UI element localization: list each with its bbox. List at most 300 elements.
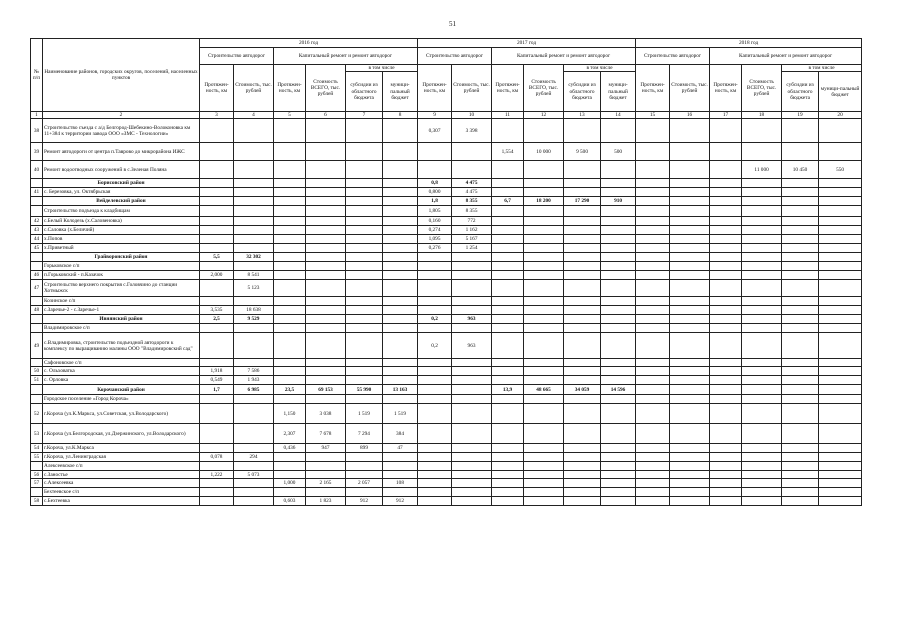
value-cell [782,471,819,479]
table-row [31,453,862,462]
column-number: 8 [383,112,418,119]
value-cell [274,462,306,471]
header-capital-repair: Капитальный ремонт и ремонт автодорог [492,48,636,65]
value-cell [742,376,782,385]
value-cell [274,143,306,161]
value-cell [601,367,636,376]
value-cell [234,324,274,333]
table-row [31,497,862,506]
value-cell [418,297,452,306]
value-cell [383,488,418,497]
value-cell [601,235,636,244]
value-cell [234,217,274,226]
value-cell [346,297,383,306]
value-cell [418,471,452,479]
value-cell: 3 398 [452,119,492,143]
value-cell [306,453,346,462]
row-name: п.Горьковский - п.Казачок [43,271,200,280]
value-cell [564,217,601,226]
table-row [31,143,862,161]
value-cell [524,479,564,488]
value-cell [636,324,670,333]
value-cell [524,488,564,497]
district-row [31,179,862,188]
value-cell [383,235,418,244]
value-cell [492,462,524,471]
value-cell [601,462,636,471]
value-cell [306,244,346,253]
value-cell [601,315,636,324]
row-name: х.Приветный [43,244,200,253]
value-cell [234,235,274,244]
value-cell [452,297,492,306]
row-name: Корочанский район [43,385,200,395]
value-cell: 1,918 [200,367,234,376]
value-cell [346,471,383,479]
value-cell [524,297,564,306]
value-cell [346,367,383,376]
value-cell [524,367,564,376]
value-cell [524,188,564,197]
value-cell [636,244,670,253]
value-cell [564,306,601,315]
column-number: 13 [564,112,601,119]
row-name: г.Короча (ул.К.Маркса, ул.Советская, ул.Володарского) [43,404,200,424]
value-cell: 17 290 [564,197,601,206]
value-cell [742,143,782,161]
row-number [31,253,43,262]
value-cell [601,226,636,235]
value-cell [636,235,670,244]
value-cell [492,280,524,297]
value-cell [819,395,862,404]
value-cell [782,376,819,385]
value-cell [742,367,782,376]
value-cell: 0,2 [418,315,452,324]
value-cell [524,444,564,453]
value-cell [524,226,564,235]
value-cell: 9 529 [234,315,274,324]
value-cell [383,333,418,359]
row-number: 43 [31,226,43,235]
value-cell: 1 519 [346,404,383,424]
value-cell [418,306,452,315]
value-cell [782,262,819,271]
value-cell [636,226,670,235]
column-number: 3 [200,112,234,119]
value-cell [742,315,782,324]
value-cell [742,462,782,471]
value-cell [670,333,710,359]
value-cell [306,271,346,280]
column-number: 15 [636,112,670,119]
value-cell [200,444,234,453]
value-cell [418,424,452,444]
value-cell [492,479,524,488]
value-cell [636,280,670,297]
value-cell [274,235,306,244]
value-cell [524,244,564,253]
value-cell [782,226,819,235]
value-cell [782,143,819,161]
value-cell [234,395,274,404]
value-cell [274,217,306,226]
value-cell [492,424,524,444]
header-construction: Строительство автодорог [636,48,710,65]
value-cell [306,488,346,497]
value-cell [200,395,234,404]
value-cell [306,197,346,206]
header-municipal: муници-пальный бюджет [601,72,636,112]
value-cell: 910 [601,197,636,206]
header-year-2017: 2017 год [418,39,636,48]
value-cell [601,333,636,359]
value-cell [306,179,346,188]
value-cell: 10 000 [524,143,564,161]
value-cell [742,324,782,333]
value-cell [524,280,564,297]
value-cell [636,367,670,376]
value-cell [492,271,524,280]
header-subsidy: субсидии из областного бюджета [782,72,819,112]
value-cell [636,404,670,424]
row-number: 41 [31,188,43,197]
value-cell [819,315,862,324]
row-number [31,462,43,471]
table-row [31,367,862,376]
value-cell [200,197,234,206]
value-cell [383,315,418,324]
row-number: 46 [31,271,43,280]
header-name: Наименование районов, городских округов, поселений, населенных пунктов [43,39,200,112]
value-cell [346,143,383,161]
value-cell [346,217,383,226]
value-cell [636,424,670,444]
value-cell [524,395,564,404]
value-cell: 8 355 [452,197,492,206]
value-cell [710,119,742,143]
row-number: 39 [31,143,43,161]
header-municipal: муници-пальный бюджет [819,72,862,112]
value-cell [234,262,274,271]
value-cell [234,226,274,235]
value-cell [492,404,524,424]
value-cell [274,197,306,206]
value-cell [819,179,862,188]
table-body [31,119,862,506]
value-cell [782,462,819,471]
value-cell [710,404,742,424]
value-cell [306,315,346,324]
column-number: 17 [710,112,742,119]
header-capital-repair: Капитальный ремонт и ремонт автодорог [710,48,862,65]
value-cell [524,404,564,424]
value-cell [200,179,234,188]
value-cell [670,217,710,226]
value-cell: 4 475 [452,188,492,197]
row-name: Сафоновское с/п [43,359,200,367]
value-cell [710,479,742,488]
value-cell [710,376,742,385]
value-cell [524,324,564,333]
value-cell [670,119,710,143]
value-cell [670,226,710,235]
value-cell: 0,274 [418,226,452,235]
row-name: х.Попов [43,235,200,244]
value-cell [524,253,564,262]
value-cell [306,306,346,315]
value-cell [636,315,670,324]
value-cell [636,262,670,271]
row-number: 51 [31,376,43,385]
table-row [31,359,862,367]
value-cell: 7 678 [306,424,346,444]
value-cell [601,280,636,297]
value-cell [200,424,234,444]
table-row [31,306,862,315]
value-cell [274,119,306,143]
value-cell [782,197,819,206]
value-cell [383,119,418,143]
value-cell [200,404,234,424]
row-number [31,315,43,324]
value-cell [742,359,782,367]
value-cell [782,479,819,488]
value-cell [782,253,819,262]
value-cell: 3 038 [306,404,346,424]
row-number: 48 [31,306,43,315]
value-cell [782,217,819,226]
value-cell [492,244,524,253]
row-name: с.Владимировка, строительство подъездной автодороги к комплексу по выращиванию малины ООО "Владимировский сад" [43,333,200,359]
value-cell: 3,535 [200,306,234,315]
row-name: Городское поселение «Город Короча» [43,395,200,404]
row-name: Борисовский район [43,179,200,188]
value-cell [452,462,492,471]
value-cell [782,367,819,376]
value-cell [492,297,524,306]
table-row [31,226,862,235]
header-cost-total: Стоимость ВСЕГО, тыс. рублей [306,65,346,112]
header-length: Протяжен-ность, км [200,65,234,112]
value-cell [383,179,418,188]
value-cell: 18 200 [524,197,564,206]
value-cell [234,161,274,179]
value-cell [452,306,492,315]
value-cell [782,206,819,217]
value-cell [452,143,492,161]
value-cell [452,385,492,395]
page-number: 51 [449,20,456,28]
value-cell [383,280,418,297]
value-cell [234,462,274,471]
column-number: 12 [524,112,564,119]
value-cell [383,226,418,235]
value-cell [418,143,452,161]
value-cell [492,315,524,324]
value-cell [418,280,452,297]
value-cell [742,179,782,188]
value-cell [346,197,383,206]
value-cell: 0,800 [418,188,452,197]
value-cell [636,497,670,506]
header-cost: Стоимость, тыс. рублей [452,65,492,112]
value-cell: 13,9 [492,385,524,395]
value-cell [306,143,346,161]
value-cell [524,315,564,324]
value-cell: 55 990 [346,385,383,395]
value-cell [564,188,601,197]
row-number: 38 [31,119,43,143]
value-cell: 2 057 [346,479,383,488]
value-cell [524,306,564,315]
value-cell [601,453,636,462]
column-number: 20 [819,112,862,119]
header-year-2016: 2016 год [200,39,418,48]
header-cost: Стоимость, тыс. рублей [234,65,274,112]
value-cell: 912 [383,497,418,506]
value-cell [819,367,862,376]
row-number: 49 [31,333,43,359]
value-cell [742,479,782,488]
row-name: с.Бехтеевка [43,497,200,506]
value-cell [383,297,418,306]
value-cell [274,188,306,197]
value-cell [564,367,601,376]
header-municipal: муници-пальный бюджет [383,72,418,112]
value-cell [636,444,670,453]
value-cell [492,206,524,217]
row-number [31,179,43,188]
value-cell [819,324,862,333]
value-cell: 2,307 [274,424,306,444]
value-cell [274,271,306,280]
row-name: с.Заречье-2 - с.Заречье-1 [43,306,200,315]
value-cell [636,306,670,315]
value-cell [819,497,862,506]
value-cell [710,262,742,271]
value-cell [710,471,742,479]
value-cell [710,367,742,376]
value-cell [200,479,234,488]
value-cell [782,385,819,395]
value-cell [564,444,601,453]
column-number: 9 [418,112,452,119]
value-cell [564,161,601,179]
value-cell: 1,8 [418,197,452,206]
value-cell [452,497,492,506]
value-cell [452,488,492,497]
value-cell [670,206,710,217]
value-cell [383,161,418,179]
value-cell [452,453,492,462]
value-cell [819,462,862,471]
value-cell [564,424,601,444]
column-number: 18 [742,112,782,119]
row-number: 47 [31,280,43,297]
row-name: Строительство подъезда к кладбищам [43,206,200,217]
value-cell [383,262,418,271]
value-cell [601,262,636,271]
value-cell [418,359,452,367]
table-header [31,39,862,119]
value-cell: 10 450 [782,161,819,179]
value-cell [492,367,524,376]
value-cell [564,333,601,359]
value-cell [710,226,742,235]
value-cell [346,119,383,143]
table-row [31,324,862,333]
value-cell [492,235,524,244]
value-cell [234,359,274,367]
value-cell [306,119,346,143]
column-number: 6 [306,112,346,119]
value-cell [670,235,710,244]
value-cell [636,161,670,179]
value-cell [670,188,710,197]
row-name: Козинское с/п [43,297,200,306]
value-cell [819,119,862,143]
header-length: Протяжен-ность, км [636,65,670,112]
value-cell: 384 [383,424,418,444]
value-cell [782,119,819,143]
column-number: 2 [43,112,200,119]
header-cost-total: Стоимость ВСЕГО, тыс. рублей [742,65,782,112]
value-cell [601,376,636,385]
value-cell [492,488,524,497]
value-cell [383,306,418,315]
value-cell [200,235,234,244]
value-cell [819,280,862,297]
value-cell [418,497,452,506]
column-number: 4 [234,112,274,119]
row-number: 57 [31,479,43,488]
value-cell [346,462,383,471]
row-name: Ремонт водоотводных сооружений в с.Зеленая Поляна [43,161,200,179]
value-cell [601,497,636,506]
value-cell [636,143,670,161]
value-cell: 1 943 [234,376,274,385]
value-cell [492,376,524,385]
value-cell [670,315,710,324]
value-cell [200,324,234,333]
value-cell [601,471,636,479]
value-cell [418,262,452,271]
table-row [31,462,862,471]
district-row [31,315,862,324]
value-cell [418,367,452,376]
value-cell [636,376,670,385]
row-number: 53 [31,424,43,444]
value-cell [346,161,383,179]
value-cell [782,324,819,333]
value-cell [601,179,636,188]
value-cell [742,424,782,444]
value-cell [418,479,452,488]
value-cell [346,280,383,297]
value-cell [782,235,819,244]
row-number [31,359,43,367]
header-incl: в том числе [782,65,862,72]
value-cell [274,376,306,385]
row-name: Владимировское с/п [43,324,200,333]
row-number: 50 [31,367,43,376]
value-cell [492,359,524,367]
value-cell [492,253,524,262]
row-number [31,262,43,271]
value-cell [742,297,782,306]
row-name: Бехтеевское с/п [43,488,200,497]
